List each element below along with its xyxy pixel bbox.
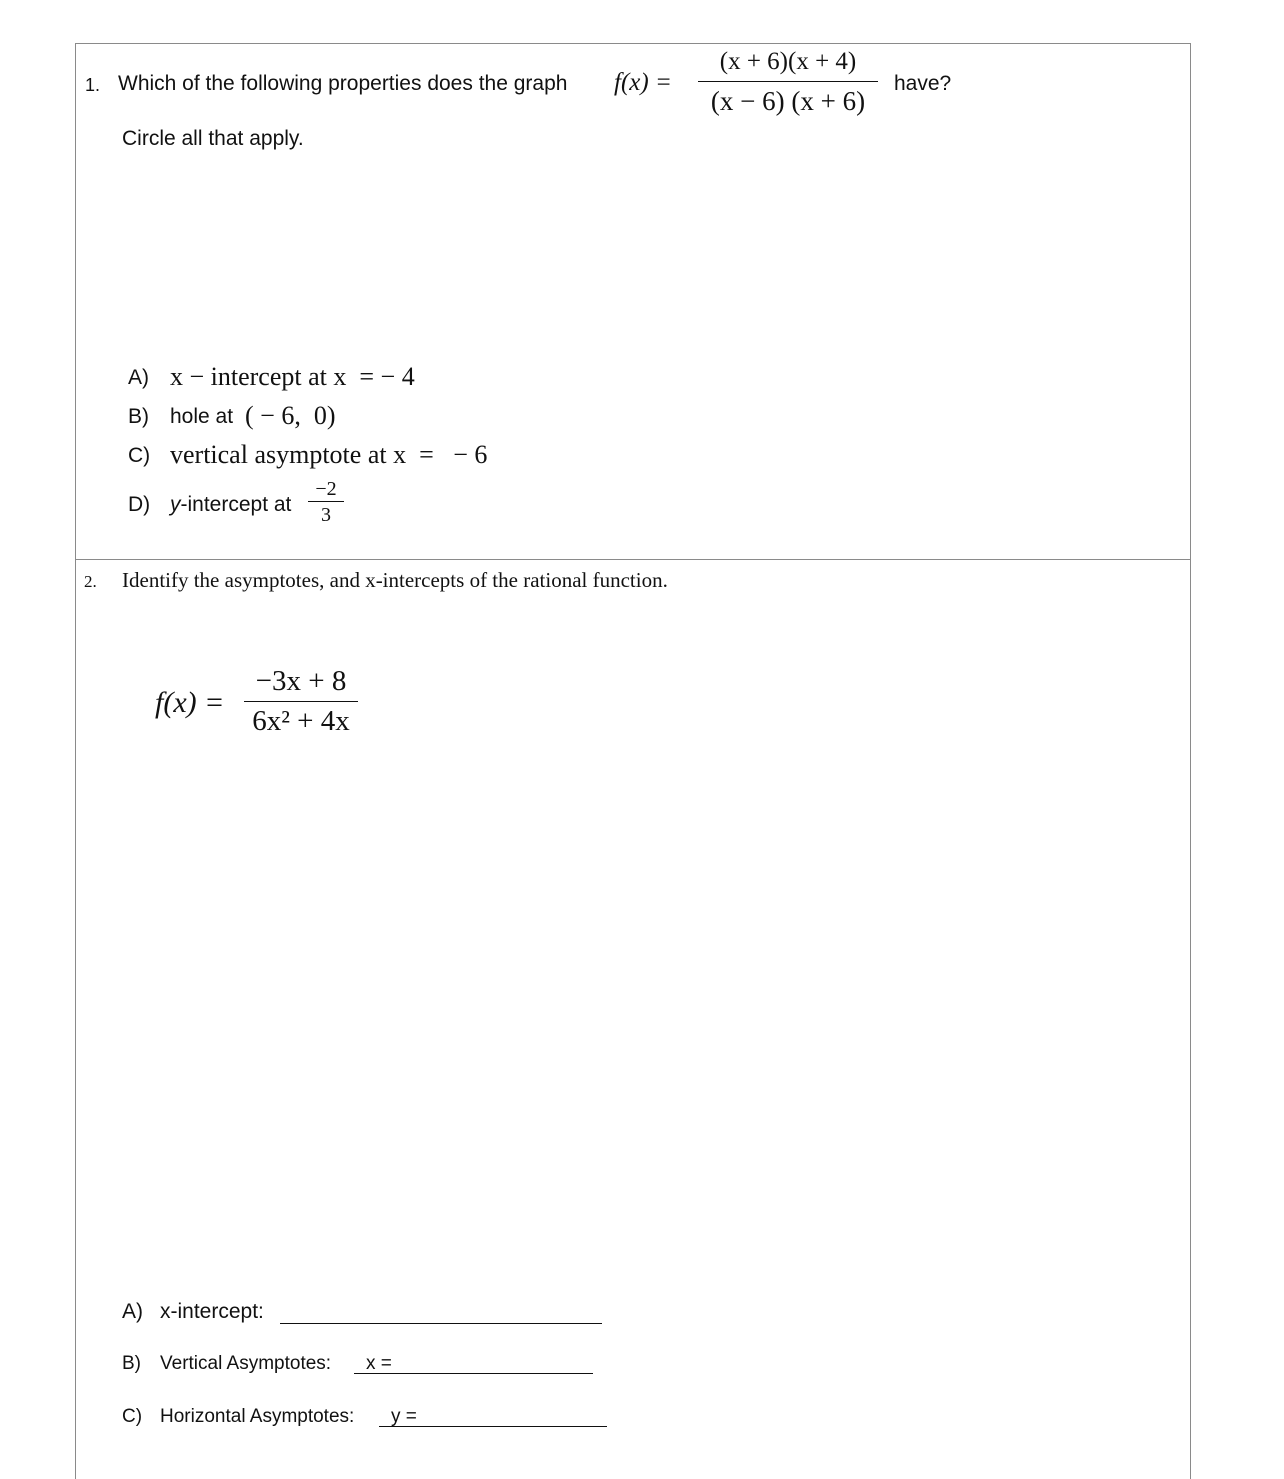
fraction-bar [308,501,344,502]
answer-a-blank[interactable] [280,1300,602,1324]
question-1-prompt: Which of the following properties does the graph [118,72,568,95]
option-b-label: hole at [170,405,234,428]
answer-c-blank[interactable]: y = [379,1406,607,1427]
option-c-text: vertical asymptote at x = − 6 [170,440,488,469]
question-2-box [75,559,1191,1479]
option-b-math: ( − 6, 0) [245,401,336,430]
option-c-letter: C) [128,444,151,467]
question-2-numerator: −3x + 8 [255,665,347,697]
question-2-function-label: f(x) = [155,686,225,719]
option-d-label-var: y [170,493,181,516]
answer-c-label: Horizontal Asymptotes: [160,1406,355,1427]
question-1-box [75,43,1191,560]
question-1-fraction [698,46,878,119]
question-1-denominator: (x − 6) (x + 6) [710,86,866,116]
question-1-number: 1. [85,75,101,95]
fraction-bar [698,81,878,82]
option-d-numerator: −2 [315,478,337,500]
option-d-fraction [308,478,344,526]
question-1-prompt-end: have? [894,72,952,95]
answer-b-label: Vertical Asymptotes: [160,1353,332,1374]
option-d-label-rest: -intercept at [180,493,292,516]
option-d-label [170,493,291,517]
question-1-instruction: Circle all that apply. [122,127,304,150]
answer-a-label: x-intercept: [160,1300,264,1323]
answer-a-letter: A) [122,1300,143,1323]
question-2-fraction [244,663,358,740]
option-a-letter: A) [128,366,149,389]
option-a-text: x − intercept at x = − 4 [170,362,415,391]
question-1-function-label: f(x) = [614,69,672,96]
question-2-prompt: Identify the asymptotes, and x-intercepts of the rational function. [122,568,668,592]
answer-b-letter: B) [122,1353,141,1374]
answer-c-letter: C) [122,1406,143,1427]
question-1-numerator: (x + 6)(x + 4) [719,48,857,75]
question-2-number: 2. [84,572,97,591]
question-2-denominator: 6x² + 4x [252,705,350,737]
answer-b-blank[interactable]: x = [354,1353,593,1374]
option-d-denominator: 3 [321,504,331,526]
option-b-letter: B) [128,405,149,428]
option-d-letter: D) [128,493,151,516]
